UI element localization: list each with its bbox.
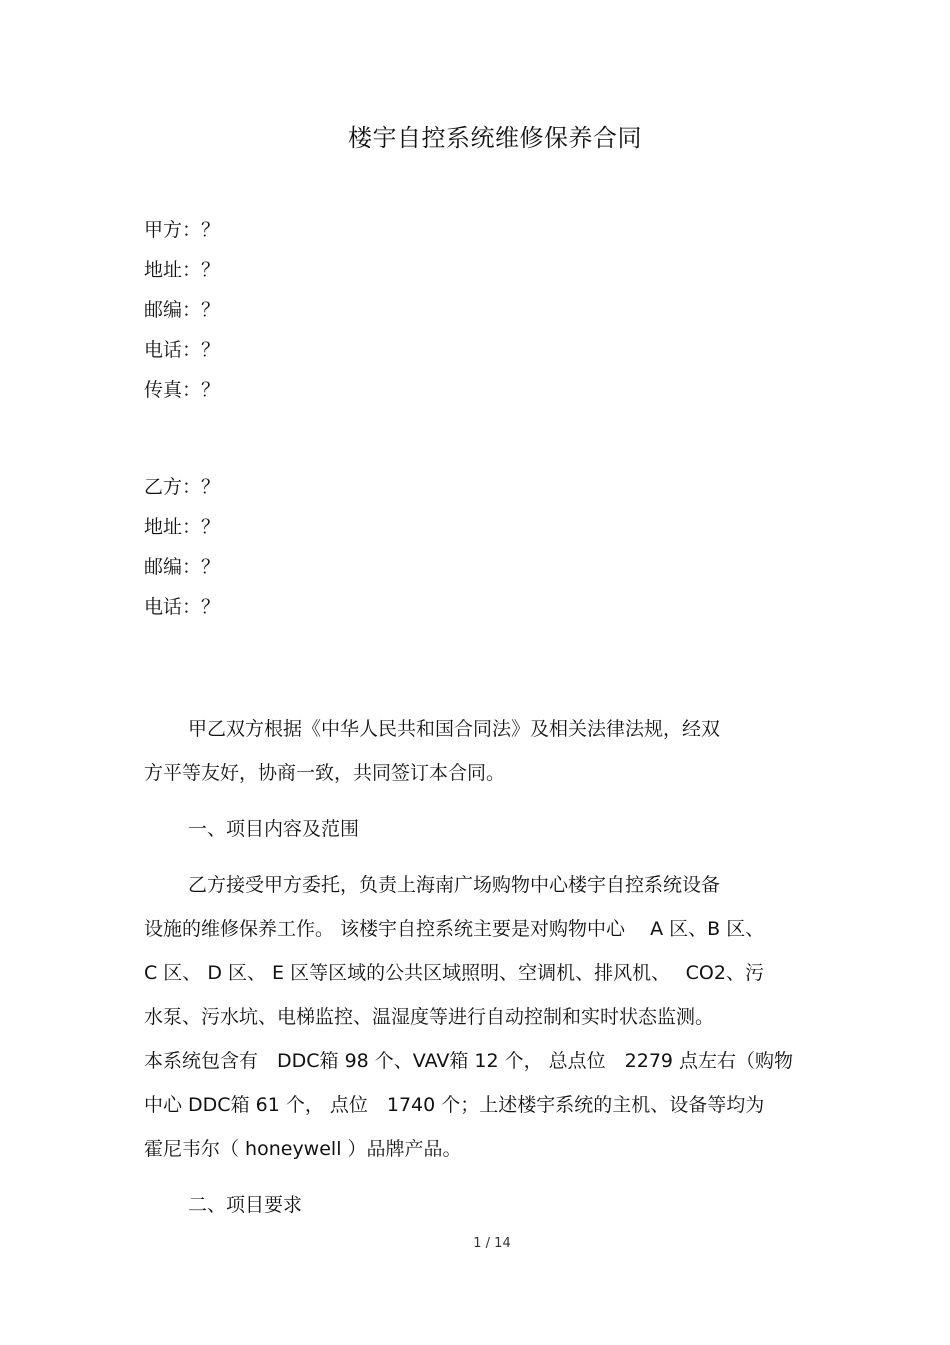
party-a-phone: 电话：？	[144, 339, 221, 361]
section-1-line: 设施的维修保养工作。 该楼宇自控系统主要是对购物中心 A 区、B 区、	[144, 918, 765, 940]
section-1-paragraph	[144, 863, 824, 1171]
party-a-postcode: 邮编：？	[144, 299, 221, 321]
section-1-line: 霍尼韦尔（ honeywell ）品牌产品。	[144, 1138, 462, 1160]
document-title: 楼宇自控系统维修保养合同	[348, 124, 642, 152]
party-b-postcode: 邮编：？	[144, 556, 221, 578]
party-b-name: 乙方：？	[144, 476, 221, 498]
section-1-line: C 区、 D 区、 E 区等区域的公共区域照明、空调机、排风机、 CO2、污	[144, 962, 764, 984]
section-2-heading: 二、项目要求	[188, 1194, 303, 1216]
intro-paragraph	[144, 707, 824, 795]
intro-line: 方平等友好，协商一致，共同签订本合同。	[144, 762, 506, 784]
section-1-line: 本系统包含有 DDC箱 98 个、VAV箱 12 个， 总点位 2279 点左右（购物	[144, 1050, 794, 1072]
party-a-fax: 传真：？	[144, 379, 221, 401]
section-1-heading: 一、项目内容及范围	[188, 818, 360, 840]
section-1-line: 水泵、污水坑、电梯监控、温湿度等进行自动控制和实时状态监测。	[144, 1006, 715, 1028]
section-1-line: 乙方接受甲方委托，负责上海南广场购物中心楼宇自控系统设备	[188, 874, 721, 896]
intro-line: 甲乙双方根据《中华人民共和国合同法》及相关法律法规，经双	[188, 718, 721, 740]
party-a-address: 地址：？	[144, 259, 221, 281]
party-a-info	[144, 210, 220, 410]
party-a-name: 甲方：？	[144, 219, 221, 241]
party-b-phone: 电话：？	[144, 596, 221, 618]
section-1-line: 中心 DDC箱 61 个， 点位 1740 个；上述楼宇系统的主机、设备等均为	[144, 1094, 765, 1116]
contract-body	[144, 707, 824, 1239]
party-b-info	[144, 467, 220, 627]
party-b-address: 地址：？	[144, 516, 221, 538]
page-number: 1 / 14	[473, 1236, 511, 1251]
